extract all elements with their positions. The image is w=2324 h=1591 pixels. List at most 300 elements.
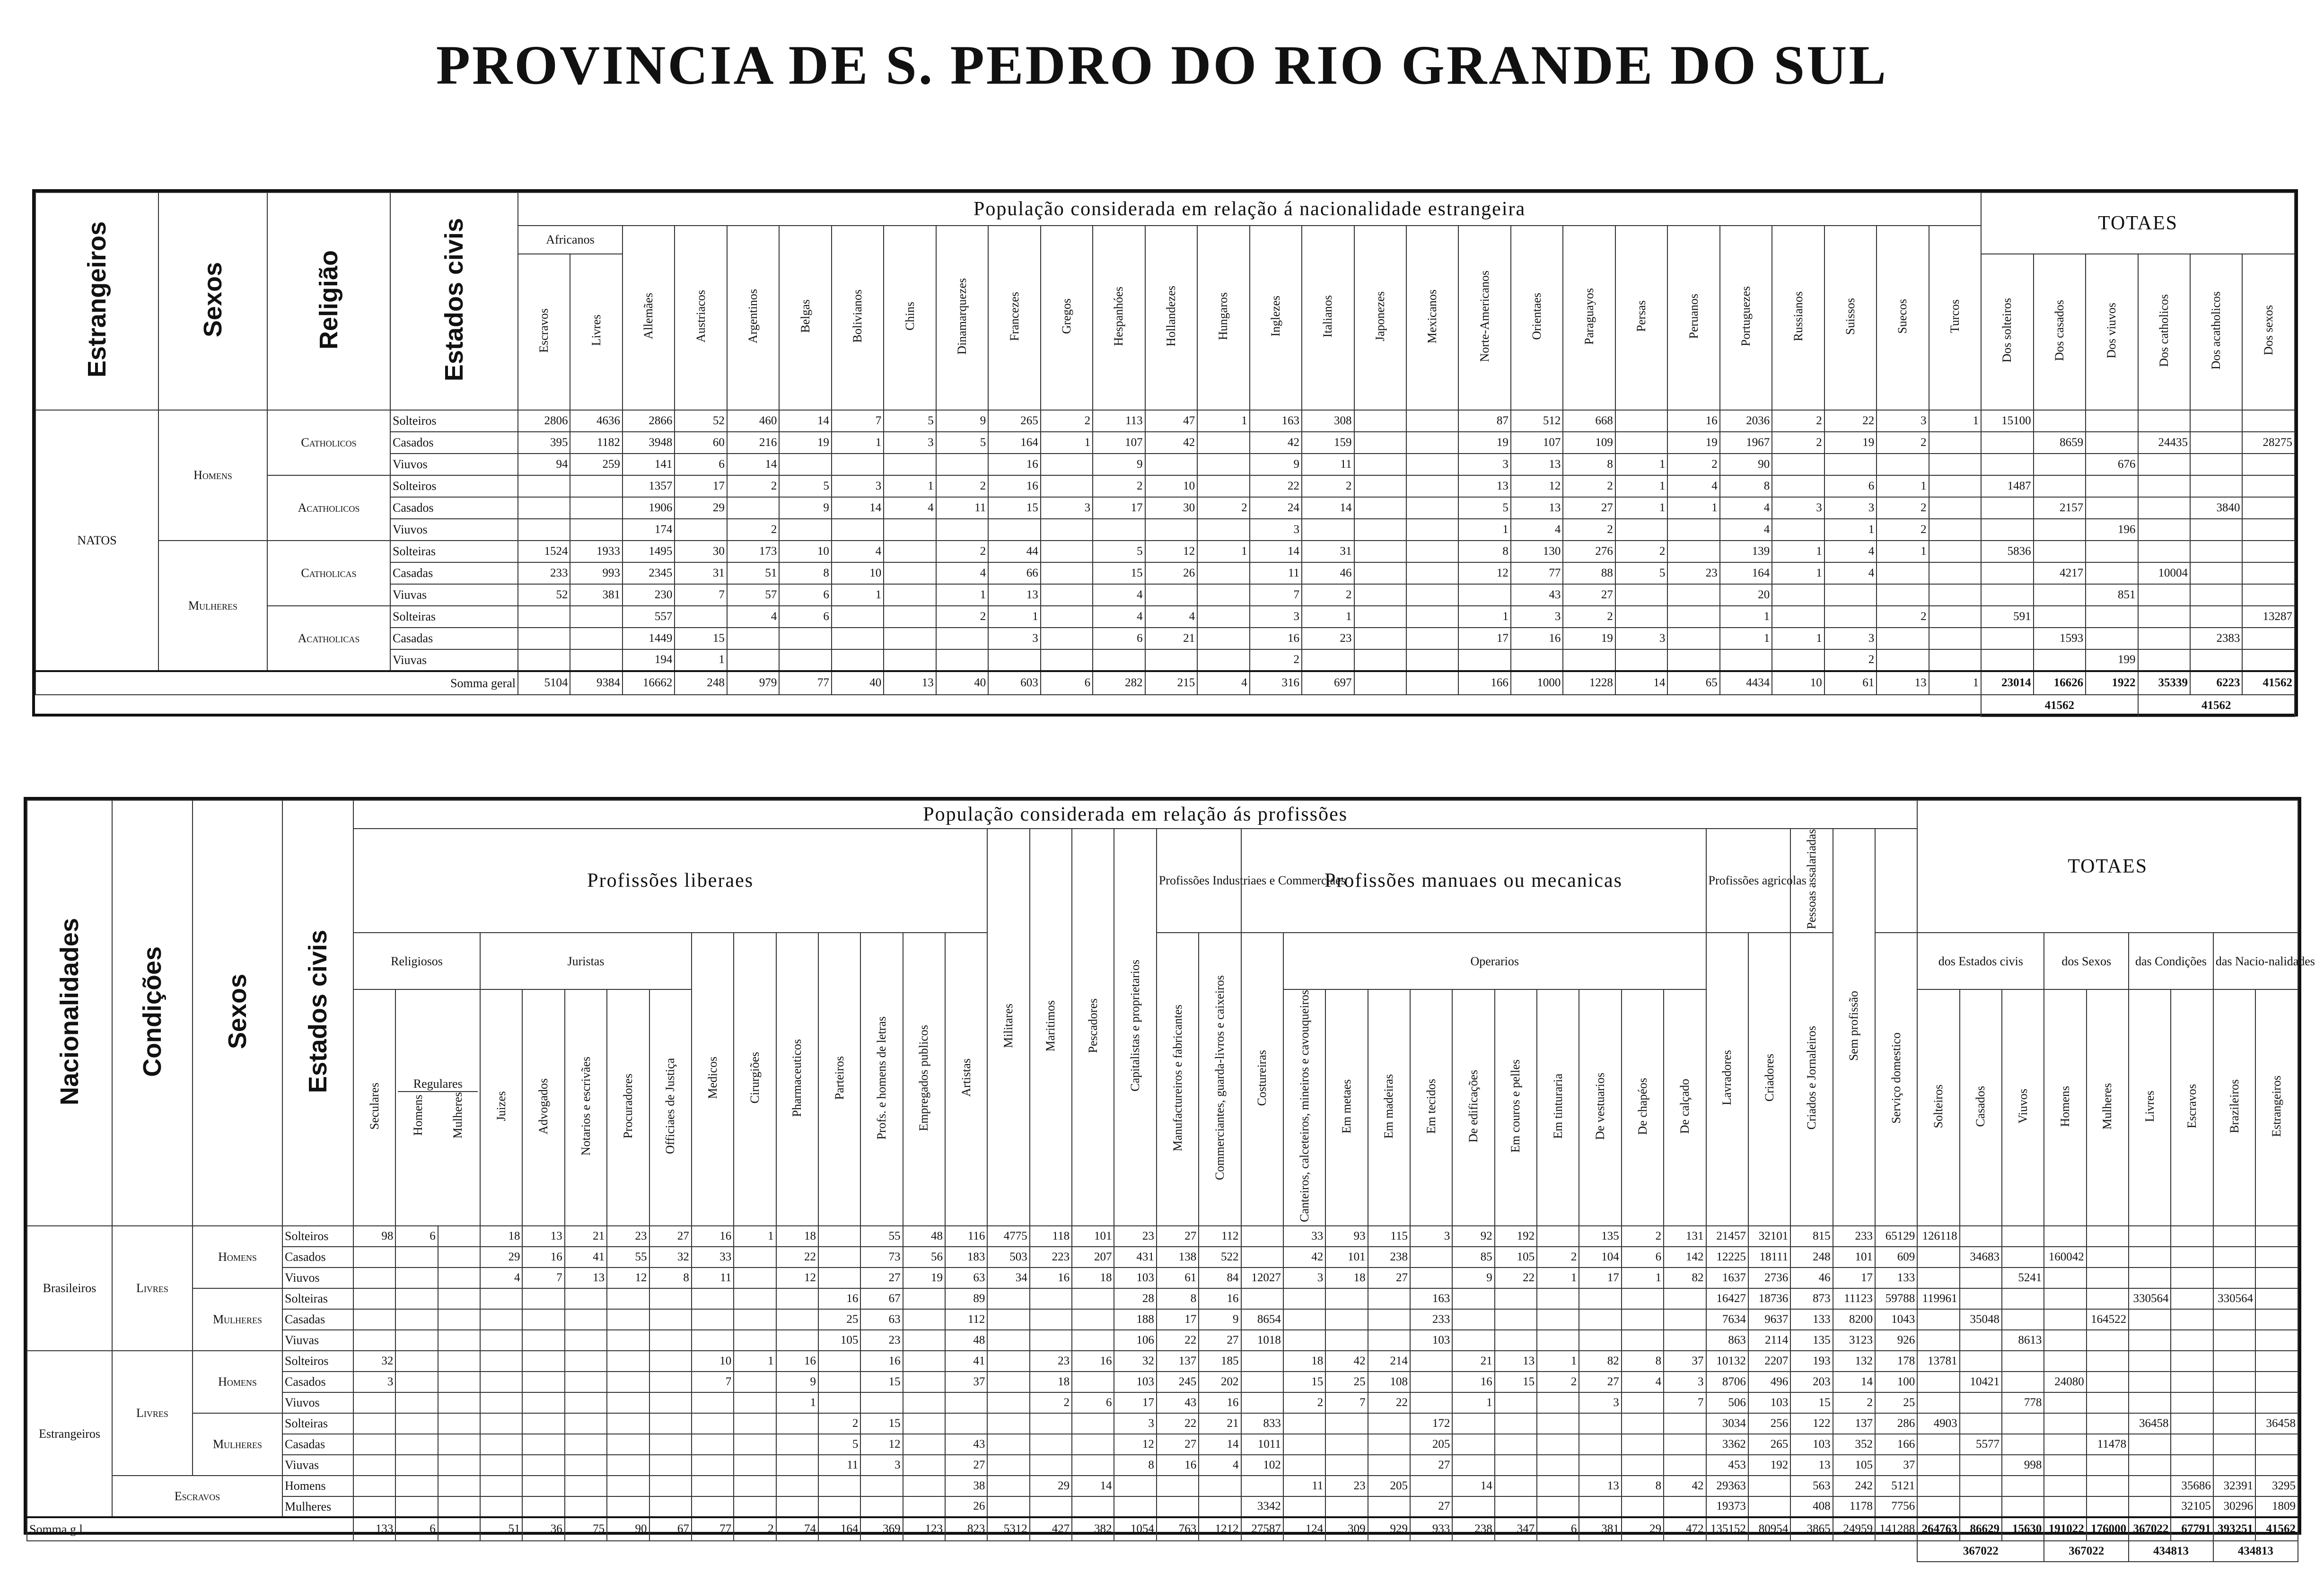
- table-row: [35, 606, 2295, 628]
- data-cell: [480, 1455, 522, 1476]
- data-cell: 4: [1720, 519, 1772, 541]
- col-nacionalidades: Nacionalidades: [55, 918, 84, 1105]
- total-cell: 36458: [2129, 1413, 2171, 1434]
- prof-col-30: De chapéos: [1635, 1077, 1649, 1135]
- prof-col-18-cell: [1114, 829, 1156, 1226]
- nat-col-23-cell: [1720, 226, 1772, 410]
- data-cell: 3: [1458, 454, 1510, 475]
- data-cell: [1041, 519, 1093, 541]
- total-cell: [2129, 1351, 2171, 1372]
- data-cell: [353, 1392, 395, 1413]
- data-cell: [522, 1392, 564, 1413]
- data-cell: [480, 1351, 522, 1372]
- data-cell: [734, 1434, 776, 1455]
- data-cell: 11: [1302, 454, 1354, 475]
- data-cell: 3034: [1706, 1413, 1748, 1434]
- data-cell: 1: [1537, 1351, 1579, 1372]
- data-cell: 2: [1563, 519, 1615, 541]
- col-estrangeiros-cell: [35, 192, 158, 410]
- data-cell: [1929, 628, 1981, 649]
- data-cell: [1145, 454, 1197, 475]
- col-sexos-cell: [158, 192, 267, 410]
- data-cell: [570, 649, 622, 671]
- header-totaes: TOTAES: [1981, 192, 2295, 254]
- data-cell: 164: [988, 432, 1040, 454]
- total-cell: [2213, 1351, 2255, 1372]
- data-cell: 12: [1511, 475, 1563, 497]
- data-cell: [818, 1351, 860, 1372]
- data-cell: 7: [1325, 1392, 1368, 1413]
- data-cell: 1524: [518, 541, 570, 562]
- grand-total-religion: 41562: [2138, 695, 2295, 717]
- data-cell: 2: [1093, 475, 1145, 497]
- data-cell: 46: [1302, 562, 1354, 584]
- somma-geral-row: [35, 671, 2295, 695]
- total-cell: [1917, 1476, 1959, 1496]
- data-cell: [565, 1392, 607, 1413]
- total-cell: [2138, 475, 2190, 497]
- somma-cell: 2: [734, 1517, 776, 1541]
- data-cell: [1452, 1455, 1494, 1476]
- data-cell: [438, 1288, 480, 1309]
- tot-col-1-cell: [1960, 989, 2002, 1226]
- data-cell: [692, 1413, 734, 1434]
- prof-col-25: Em tecidos: [1424, 1078, 1438, 1134]
- data-cell: 43: [1511, 584, 1563, 606]
- data-cell: [518, 628, 570, 649]
- data-cell: 1967: [1720, 432, 1772, 454]
- data-cell: [480, 1288, 522, 1309]
- total-cell: [2190, 541, 2242, 562]
- table-row: [27, 1268, 2298, 1288]
- tot-col-8: Estrangeiros: [2270, 1075, 2284, 1137]
- data-cell: [522, 1330, 564, 1351]
- total-cell: 3295: [2255, 1476, 2298, 1496]
- data-cell: [1030, 1330, 1072, 1351]
- data-cell: 3: [1250, 606, 1302, 628]
- data-cell: 9: [1093, 454, 1145, 475]
- data-cell: 16: [1667, 410, 1719, 432]
- data-cell: 11: [1250, 562, 1302, 584]
- data-cell: [1406, 475, 1458, 497]
- data-cell: 8: [1114, 1455, 1156, 1476]
- somma-cell: 164: [818, 1517, 860, 1541]
- data-cell: 173: [727, 541, 779, 562]
- data-cell: 23: [860, 1330, 903, 1351]
- total-cell: [2138, 628, 2190, 649]
- data-cell: [1667, 519, 1719, 541]
- data-cell: 8: [1622, 1351, 1664, 1372]
- data-cell: [776, 1455, 818, 1476]
- data-cell: [1452, 1330, 1494, 1351]
- civil-state-label: Mulheres: [282, 1496, 353, 1517]
- data-cell: 4: [1093, 584, 1145, 606]
- data-cell: 137: [1157, 1351, 1199, 1372]
- data-cell: [903, 1455, 945, 1476]
- data-cell: 8: [1458, 541, 1510, 562]
- data-cell: [1114, 1476, 1156, 1496]
- total-cell: [2129, 1372, 2171, 1392]
- total-cell: [2002, 1372, 2044, 1392]
- data-cell: 92: [1452, 1226, 1494, 1247]
- regulares-cell: [395, 989, 480, 1226]
- civil-state-label: Viuvos: [390, 519, 518, 541]
- banner-profissoes: População considerada em relação ás profissões: [353, 800, 1917, 829]
- prof-col-26: De edificações: [1466, 1070, 1481, 1143]
- data-cell: [903, 1496, 945, 1517]
- total-cell: [2002, 1413, 2044, 1434]
- data-cell: 31: [1302, 541, 1354, 562]
- data-cell: [649, 1372, 692, 1392]
- data-cell: [1579, 1330, 1621, 1351]
- tot-col-3-cell: [2138, 254, 2190, 410]
- somma-total-cell: 16626: [2034, 671, 2086, 695]
- data-cell: 46: [1790, 1268, 1833, 1288]
- total-cell: [1960, 1455, 2002, 1476]
- data-cell: [1354, 649, 1406, 671]
- data-cell: 4: [1720, 497, 1772, 519]
- data-cell: 32: [649, 1247, 692, 1268]
- data-cell: [480, 1309, 522, 1330]
- data-cell: 33: [1283, 1226, 1325, 1247]
- nat-col-27: Turcos: [1947, 299, 1962, 333]
- data-cell: 14: [779, 410, 831, 432]
- civil-state-label: Casadas: [390, 562, 518, 584]
- nat-col-8: Dinamarquezes: [955, 278, 969, 355]
- data-cell: 7: [1664, 1392, 1706, 1413]
- data-cell: 17: [1579, 1268, 1621, 1288]
- prof-col-13-cell: [903, 933, 945, 1226]
- civil-state-label: Solteiros: [390, 475, 518, 497]
- data-cell: [779, 454, 831, 475]
- data-cell: 66: [988, 562, 1040, 584]
- nat-col-23: Portuguezes: [1739, 286, 1753, 347]
- total-cell: [2190, 519, 2242, 541]
- data-cell: 308: [1302, 410, 1354, 432]
- total-cell: [2171, 1226, 2213, 1247]
- data-cell: [692, 1288, 734, 1309]
- nat-col-15-cell: [1302, 226, 1354, 410]
- total-cell: [1981, 562, 2033, 584]
- tot-col-0: Solteiros: [1931, 1084, 1946, 1128]
- data-cell: 16427: [1706, 1288, 1748, 1309]
- data-cell: 166: [1875, 1434, 1917, 1455]
- total-cell: [2190, 432, 2242, 454]
- total-cell: 851: [2086, 584, 2138, 606]
- data-cell: [1368, 1288, 1410, 1309]
- data-cell: 7634: [1706, 1309, 1748, 1330]
- somma-total-cell: 41562: [2242, 671, 2295, 695]
- total-cell: [1981, 497, 2033, 519]
- data-cell: [818, 1372, 860, 1392]
- data-cell: [1114, 1496, 1156, 1517]
- data-cell: [987, 1330, 1029, 1351]
- data-cell: [522, 1309, 564, 1330]
- data-cell: 8706: [1706, 1372, 1748, 1392]
- total-cell: 1809: [2255, 1496, 2298, 1517]
- data-cell: 408: [1790, 1496, 1833, 1517]
- data-cell: [1030, 1309, 1072, 1330]
- tot-col-2: Viuvos: [2016, 1089, 2030, 1124]
- data-cell: [1622, 1330, 1664, 1351]
- data-cell: [1495, 1309, 1537, 1330]
- data-cell: [1041, 454, 1093, 475]
- data-cell: [1406, 519, 1458, 541]
- table-row: [27, 1455, 2298, 1476]
- total-cell: [2138, 497, 2190, 519]
- prof-col-10-cell: [776, 933, 818, 1226]
- data-cell: 107: [1093, 432, 1145, 454]
- data-cell: 52: [675, 410, 727, 432]
- data-cell: 13: [1458, 475, 1510, 497]
- data-cell: 233: [518, 562, 570, 584]
- data-cell: 61: [1157, 1268, 1199, 1288]
- data-cell: 135: [1579, 1226, 1621, 1247]
- total-cell: [2034, 410, 2086, 432]
- col-estados-civis: Estados civis: [303, 930, 332, 1093]
- total-cell: 164522: [2087, 1309, 2129, 1330]
- prof-col-23-cell: [1325, 989, 1368, 1226]
- somma-total-cell: 86629: [1960, 1517, 2002, 1541]
- total-cell: [2087, 1351, 2129, 1372]
- total-cell: [2002, 1496, 2044, 1517]
- data-cell: [1615, 519, 1667, 541]
- tot-col-1-cell: [2034, 254, 2086, 410]
- data-cell: [1537, 1392, 1579, 1413]
- prof-col-25-cell: [1410, 989, 1452, 1226]
- label-mulheres: Mulheres: [158, 541, 267, 671]
- data-cell: 22: [1824, 410, 1877, 432]
- group-regulares: Regulares: [398, 1077, 478, 1092]
- data-cell: [1537, 1455, 1579, 1476]
- data-cell: 30: [1145, 497, 1197, 519]
- prof-col-8-cell: [692, 933, 734, 1226]
- data-cell: [649, 1288, 692, 1309]
- data-cell: 10: [692, 1351, 734, 1372]
- civil-state-label: Casados: [390, 432, 518, 454]
- data-cell: 85: [1452, 1247, 1494, 1268]
- total-cell: 24435: [2138, 432, 2190, 454]
- data-cell: [1302, 649, 1354, 671]
- nat-col-16: Japonezes: [1373, 291, 1387, 341]
- data-cell: [1563, 649, 1615, 671]
- data-cell: [607, 1309, 649, 1330]
- data-cell: 16: [1199, 1288, 1241, 1309]
- data-cell: [1197, 562, 1249, 584]
- data-cell: 1357: [623, 475, 675, 497]
- tot-col-3: Dos catholicos: [2157, 294, 2171, 367]
- data-cell: 193: [1790, 1351, 1833, 1372]
- data-cell: [1197, 432, 1249, 454]
- nat-col-22: Peruanos: [1686, 293, 1701, 339]
- total-cell: [2002, 1226, 2044, 1247]
- banner-nacionalidade: População considerada em relação á nacionalidade estrangeira: [518, 192, 1981, 226]
- data-cell: [1157, 1476, 1199, 1496]
- total-cell: [2255, 1226, 2298, 1247]
- data-cell: 112: [945, 1309, 987, 1330]
- data-cell: [727, 497, 779, 519]
- data-cell: [1622, 1413, 1664, 1434]
- data-cell: [518, 649, 570, 671]
- total-cell: [2044, 1434, 2086, 1455]
- data-cell: [1929, 541, 1981, 562]
- nat-col-0-cell: [518, 254, 570, 410]
- prof-col-34: Criados e Jornaleiros: [1804, 1026, 1818, 1130]
- nat-col-1: Livres: [589, 315, 603, 346]
- data-cell: 23: [1114, 1226, 1156, 1247]
- data-cell: 105: [1833, 1455, 1875, 1476]
- somma-cell: 77: [692, 1517, 734, 1541]
- data-cell: 108: [1368, 1372, 1410, 1392]
- total-cell: [2087, 1476, 2129, 1496]
- grand-total-cell: 434813: [2129, 1541, 2213, 1562]
- data-cell: [1452, 1288, 1494, 1309]
- data-cell: [1495, 1330, 1537, 1351]
- data-cell: [570, 497, 622, 519]
- total-cell: [2034, 454, 2086, 475]
- data-cell: [522, 1351, 564, 1372]
- data-cell: 23: [1325, 1476, 1368, 1496]
- data-cell: 16: [1250, 628, 1302, 649]
- total-cell: [2242, 454, 2295, 475]
- data-cell: [570, 606, 622, 628]
- data-cell: 19: [779, 432, 831, 454]
- data-cell: 431: [1114, 1247, 1156, 1268]
- data-cell: [480, 1434, 522, 1455]
- data-cell: [438, 1455, 480, 1476]
- total-cell: [1917, 1392, 1959, 1413]
- data-cell: [1495, 1476, 1537, 1496]
- data-cell: [1072, 1434, 1114, 1455]
- data-cell: 104: [1579, 1247, 1621, 1268]
- data-cell: 5: [779, 475, 831, 497]
- somma-total-cell: 393251: [2213, 1517, 2255, 1541]
- prof-col-33-cell: [1748, 933, 1790, 1226]
- data-cell: [1041, 628, 1093, 649]
- data-cell: [1030, 1434, 1072, 1455]
- nat-col-5: Belgas: [798, 299, 812, 333]
- somma-cell: 1228: [1563, 671, 1615, 695]
- data-cell: [776, 1413, 818, 1434]
- data-cell: 90: [1720, 454, 1772, 475]
- prof-col-24-cell: [1368, 989, 1410, 1226]
- total-cell: [1917, 1309, 1959, 1330]
- total-cell: [2171, 1309, 2213, 1330]
- data-cell: 6: [779, 584, 831, 606]
- data-cell: [395, 1413, 438, 1434]
- data-cell: 118: [1030, 1226, 1072, 1247]
- data-cell: [1615, 432, 1667, 454]
- nat-col-2-cell: [623, 226, 675, 410]
- data-cell: 27: [649, 1226, 692, 1247]
- nat-col-12: Hollandezes: [1164, 286, 1178, 347]
- prof-col-33: Criadores: [1762, 1054, 1776, 1102]
- data-cell: [353, 1496, 395, 1517]
- data-cell: [1041, 475, 1093, 497]
- data-cell: [1537, 1309, 1579, 1330]
- data-cell: [903, 1288, 945, 1309]
- data-cell: [353, 1268, 395, 1288]
- nat-col-18: Norte-Americanos: [1477, 270, 1491, 362]
- table-row: [27, 1476, 2298, 1496]
- data-cell: [1622, 1288, 1664, 1309]
- data-cell: [1283, 1330, 1325, 1351]
- data-cell: 11: [692, 1268, 734, 1288]
- somma-cell: 166: [1458, 671, 1510, 695]
- data-cell: [607, 1413, 649, 1434]
- data-cell: 2: [1537, 1247, 1579, 1268]
- nat-col-17: Mexicanos: [1425, 289, 1439, 343]
- data-cell: 815: [1790, 1226, 1833, 1247]
- total-cell: [2190, 410, 2242, 432]
- data-cell: [987, 1372, 1029, 1392]
- data-cell: [884, 584, 936, 606]
- prof-col-12: Profs. e homens de letras: [875, 1016, 889, 1140]
- data-cell: 19: [903, 1268, 945, 1288]
- data-cell: [734, 1330, 776, 1351]
- somma-cell: 929: [1368, 1517, 1410, 1541]
- data-cell: 84: [1199, 1268, 1241, 1288]
- data-cell: 7: [832, 410, 884, 432]
- col-sexos: Sexos: [198, 262, 227, 338]
- data-cell: 205: [1368, 1476, 1410, 1496]
- data-cell: 3123: [1833, 1330, 1875, 1351]
- data-cell: [1495, 1496, 1537, 1517]
- grand-total-cell: 367022: [1917, 1541, 2044, 1562]
- data-cell: 1: [936, 584, 988, 606]
- somma-cell: 16662: [623, 671, 675, 695]
- prof-col-22: Canteiros, calceteiros, mineiros e cavouqueiros: [1297, 990, 1311, 1223]
- data-cell: [1664, 1288, 1706, 1309]
- data-cell: 2: [1833, 1392, 1875, 1413]
- data-cell: 522: [1199, 1247, 1241, 1268]
- prof-col-7: Officiaes de Justiça: [663, 1058, 677, 1154]
- data-cell: 18: [480, 1226, 522, 1247]
- tot-col-2: Dos viuvos: [2105, 302, 2119, 358]
- data-cell: 4: [1199, 1455, 1241, 1476]
- prof-col-18: Capitalistas e proprietarios: [1128, 960, 1142, 1092]
- data-cell: 1: [1720, 628, 1772, 649]
- data-cell: 19: [1824, 432, 1877, 454]
- data-cell: [1406, 541, 1458, 562]
- somma-cell: 248: [675, 671, 727, 695]
- data-cell: 29: [480, 1247, 522, 1268]
- data-cell: 14: [1452, 1476, 1494, 1496]
- total-cell: [2087, 1226, 2129, 1247]
- total-cell: 13287: [2242, 606, 2295, 628]
- data-cell: 22: [776, 1247, 818, 1268]
- data-cell: [936, 649, 988, 671]
- data-cell: [649, 1330, 692, 1351]
- data-cell: 7: [675, 584, 727, 606]
- data-cell: [776, 1496, 818, 1517]
- total-cell: [2044, 1476, 2086, 1496]
- group-religiosos: Religiosos: [353, 933, 480, 989]
- label-livres: Livres: [112, 1351, 193, 1476]
- data-cell: [438, 1496, 480, 1517]
- total-cell: [2129, 1247, 2171, 1268]
- data-cell: 10: [779, 541, 831, 562]
- total-cell: 330564: [2213, 1288, 2255, 1309]
- data-cell: [1325, 1496, 1368, 1517]
- total-cell: [2086, 497, 2138, 519]
- data-cell: 1182: [570, 432, 622, 454]
- data-cell: [987, 1413, 1029, 1434]
- total-cell: [2213, 1247, 2255, 1268]
- total-cell: 10421: [1960, 1372, 2002, 1392]
- data-cell: 4: [1511, 519, 1563, 541]
- prof-col-14-cell: [945, 933, 987, 1226]
